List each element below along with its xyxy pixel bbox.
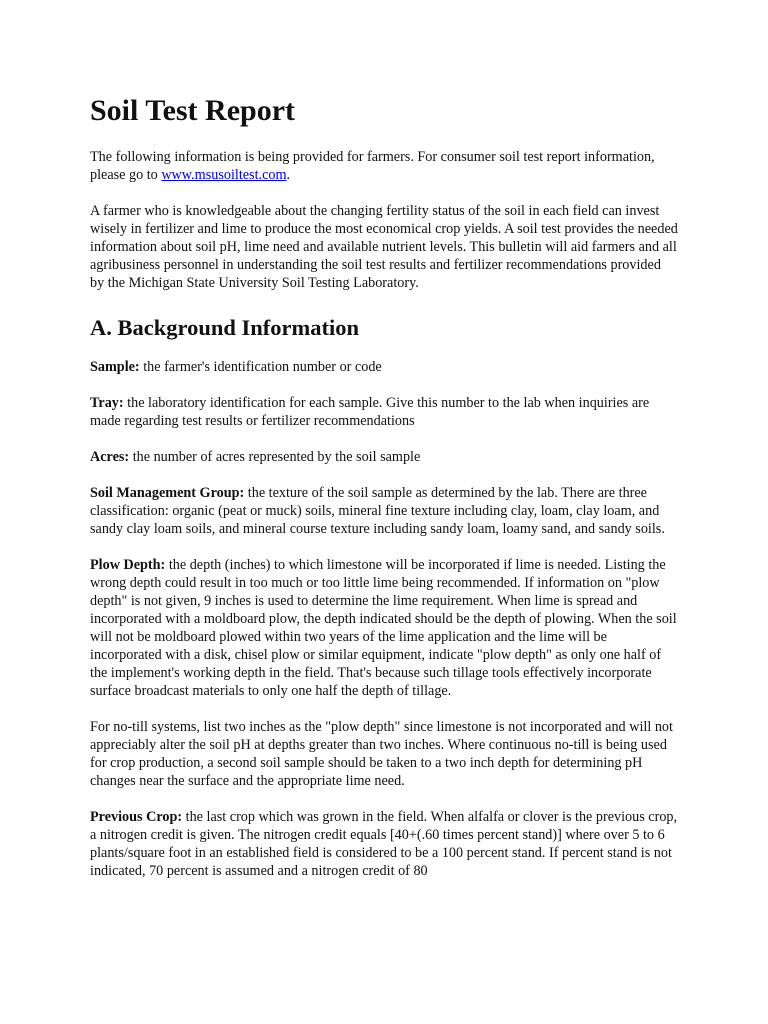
definition-text: the texture of the soil sample as determined by the lab. There are three classification: organic (peat or muck) soils, mineral fine texture including clay, loam, clay loam, and sandy clay loam soils, and mineral course texture including sandy loam, loamy sand, and sandy soils. [90,485,665,537]
definition-tray [90,394,678,430]
definition-sample [90,358,678,376]
definition-text: the laboratory identification for each sample. Give this number to the lab when inquiries are made regarding test results or fertilizer recommendations [90,395,650,429]
definition-plow-depth [90,556,678,700]
definition-text: the depth (inches) to which limestone will be incorporated if lime is needed. Listing the wrong depth could result in too much or too little lime being recommended. If information on "plow depth" is not given, 9 inches is used to determine the lime requirement. When lime is spread and incorporated with a moldboard plow, the depth indicated should be the depth of plowing. When the soil will not be moldboard plowed within two years of the lime application and the lime will be incorporated with a disk, chisel plow or similar equipment, indicate "plow depth" as only one half of the implement's working depth in the field. That's because such tillage tools effectively incorporate surface broadcast materials to only one half the depth of tillage. [90,557,677,699]
definition-text: the last crop which was grown in the field. When alfalfa or clover is the previous crop, a nitrogen credit is given. The nitrogen credit equals [40+(.60 times percent stand)] where over 5 to 6 plants/square foot in an established field is considered to be a 100 percent stand. If percent stand is not indicated, 70 percent is assumed and a nitrogen credit of 80 [90,809,678,879]
overview-paragraph: A farmer who is knowledgeable about the changing fertility status of the soil in each field can invest wisely in fertilizer and lime to produce the most economical crop yields. A soil test provides the needed information about soil pH, lime need and available nutrient levels. This bulletin will aid farmers and all agribusiness personnel in understanding the soil test results and fertilizer recommendations provided by the Michigan State University Soil Testing Laboratory. [90,203,678,291]
definition-soil-management-group [90,484,678,538]
definition-text: the farmer's identification number or code [139,359,382,375]
definition-acres [90,448,678,466]
intro-text: The following information is being provided for farmers. For consumer soil test report information, please go to [90,149,655,183]
document-page [90,93,678,898]
section-heading-background: A. Background Information [90,315,360,340]
definition-term: Sample: [90,359,140,375]
definition-term: Previous Crop: [90,809,183,825]
definition-text: the number of acres represented by the soil sample [129,449,421,465]
definition-term: Plow Depth: [90,557,166,573]
intro-paragraph [90,148,678,184]
definition-term: Acres: [90,449,130,465]
intro-text-end: . [286,167,291,183]
definition-term: Soil Management Group: [90,485,245,501]
msusoiltest-link[interactable]: www.msusoiltest.com [161,167,287,183]
page-title: Soil Test Report [90,94,296,127]
no-till-paragraph: For no-till systems, list two inches as the "plow depth" since limestone is not incorporated and will not appreciably alter the soil pH at depths greater than two inches. Where continuous no-till is being used for crop production, a second soil sample should be taken to a two inch depth for determining pH changes near the surface and the appropriate lime need. [90,719,673,789]
definition-term: Tray: [90,395,124,411]
definition-previous-crop [90,808,678,880]
